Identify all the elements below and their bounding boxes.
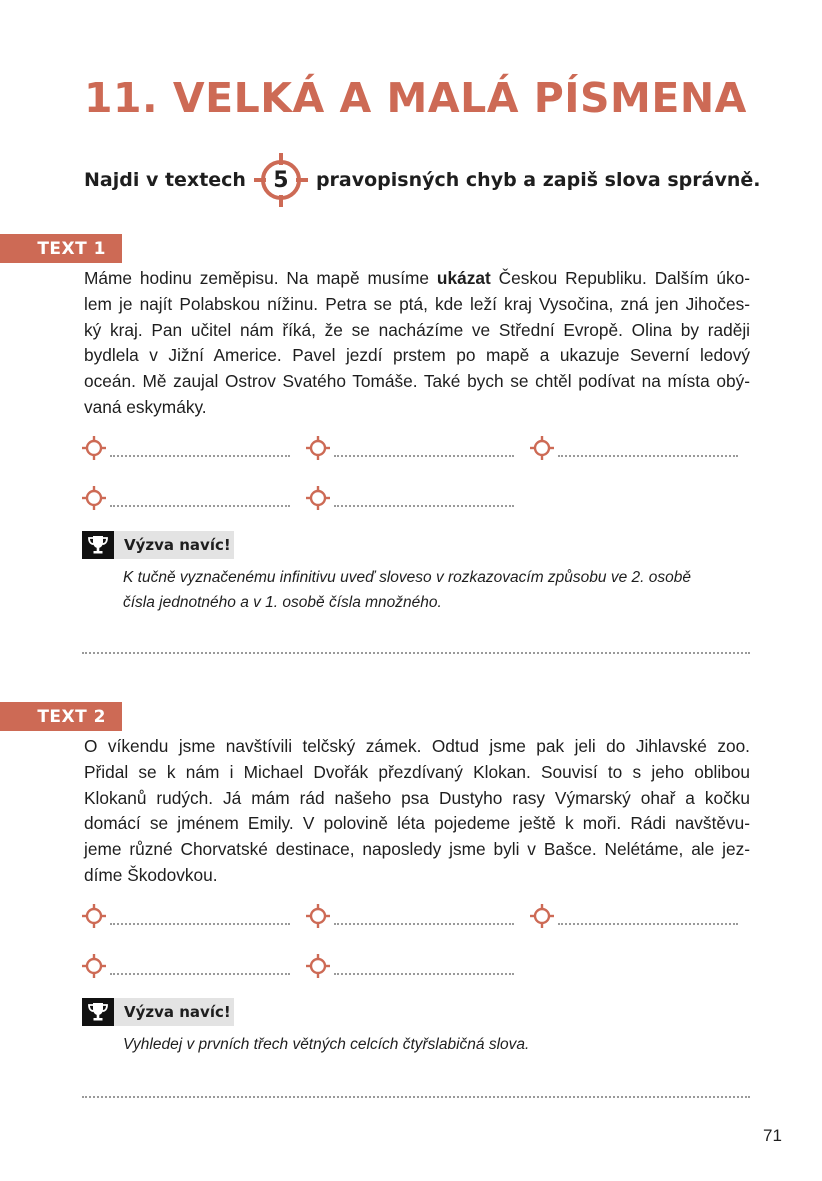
challenge-text: Vyhledej v prvních třech větných celcích čtyřslabičná slova. bbox=[123, 1036, 530, 1053]
challenge-answer-line[interactable] bbox=[82, 651, 750, 654]
target-icon bbox=[82, 436, 106, 460]
answer-slot[interactable] bbox=[530, 432, 734, 460]
challenge-text: K tučně vyznačenému infinitivu uveď sloveso v rozkazovacím způsobu ve 2. osobě čísla jednotného a v 1. osobě čísla množného. bbox=[123, 569, 691, 611]
text-2-line-4: domácí se jménem Emily. V polovině léta pojedeme ještě k moři. Rádi navštěvu- bbox=[84, 813, 750, 834]
page-title: 11. VELKÁ A MALÁ PÍSMENA bbox=[84, 74, 747, 122]
challenge-header bbox=[82, 998, 234, 1026]
text-2-line-1: O víkendu jsme navštívili telčský zámek. Odtud jsme pak jeli do Jihlavské zoo. bbox=[84, 736, 750, 756]
challenge-label: Výzva navíc! bbox=[114, 531, 234, 559]
answer-slot[interactable] bbox=[530, 900, 734, 928]
text-2-line-3: Klokanů rudých. Já mám rád našeho psa Dustyho rasy Výmarský ohař a kočku bbox=[84, 787, 750, 808]
answer-slot[interactable] bbox=[82, 950, 286, 978]
bold-infinitive: ukázat bbox=[436, 268, 491, 288]
answer-slot[interactable] bbox=[306, 432, 510, 460]
challenge-answer-line[interactable] bbox=[82, 1095, 750, 1098]
text-1-line-3: ký kraj. Pan učitel nám říká, že se nacházíme ve Střední Evropě. Olina by raději bbox=[84, 319, 750, 340]
trophy-icon bbox=[82, 998, 114, 1026]
instruction-text-after: pravopisných chyb a zapiš slova správně. bbox=[315, 169, 761, 191]
text-1-answer-row-1 bbox=[82, 432, 734, 460]
target-icon bbox=[82, 904, 106, 928]
text-1-passage bbox=[84, 266, 750, 421]
target-icon bbox=[306, 904, 330, 928]
challenge-label: Výzva navíc! bbox=[114, 998, 234, 1026]
answer-line[interactable] bbox=[110, 504, 290, 507]
instruction-text-before: Najdi v textech bbox=[84, 169, 246, 191]
text-2-line-6: díme Škodovkou. bbox=[84, 864, 218, 885]
target-icon bbox=[82, 486, 106, 510]
answer-line[interactable] bbox=[558, 922, 738, 925]
answer-line[interactable] bbox=[558, 454, 738, 457]
answer-line[interactable] bbox=[334, 922, 514, 925]
target-icon bbox=[530, 904, 554, 928]
target-icon bbox=[82, 954, 106, 978]
answer-slot[interactable] bbox=[82, 482, 286, 510]
target-icon bbox=[306, 486, 330, 510]
page-number: 71 bbox=[763, 1126, 782, 1145]
text-2-answer-row-2 bbox=[82, 950, 510, 978]
trophy-icon bbox=[82, 531, 114, 559]
challenge-header bbox=[82, 531, 234, 559]
answer-slot[interactable] bbox=[306, 900, 510, 928]
text-1-line-1: Máme hodinu zeměpisu. Na mapě musíme ukázat Českou Republiku. Dalším úko- bbox=[84, 268, 750, 288]
section-tab-text-1: TEXT 1 bbox=[0, 234, 122, 263]
answer-line[interactable] bbox=[334, 454, 514, 457]
section-tab-text-2: TEXT 2 bbox=[0, 702, 122, 731]
target-icon bbox=[306, 436, 330, 460]
error-count: 5 bbox=[273, 167, 289, 193]
answer-line[interactable] bbox=[334, 504, 514, 507]
target-count-badge bbox=[252, 151, 310, 209]
text-2-line-2: Přidal se k nám i Michael Dvořák přezdívaný Klokan. Souvisí to s jeho oblibou bbox=[84, 761, 750, 782]
answer-line[interactable] bbox=[110, 972, 290, 975]
instruction bbox=[84, 152, 764, 208]
text-1-line-5: oceán. Mě zaujal Ostrov Svatého Tomáše. Také bych se chtěl podívat na místa obý- bbox=[84, 371, 750, 392]
answer-slot[interactable] bbox=[82, 900, 286, 928]
text-2-line-5: jeme různé Chorvatské destinace, naposledy jsme byli v Bašce. Nelétáme, ale jez- bbox=[84, 839, 750, 860]
answer-slot[interactable] bbox=[306, 950, 510, 978]
answer-slot[interactable] bbox=[306, 482, 510, 510]
text-1-line-4: bydlela v Jižní Americe. Pavel jezdí prstem po mapě a ukazuje Severní ledový bbox=[84, 345, 750, 366]
answer-line[interactable] bbox=[334, 972, 514, 975]
target-icon bbox=[306, 954, 330, 978]
answer-line[interactable] bbox=[110, 454, 290, 457]
text-1-answer-row-2 bbox=[82, 482, 510, 510]
answer-slot[interactable] bbox=[82, 432, 286, 460]
answer-line[interactable] bbox=[110, 922, 290, 925]
text-1-line-6: vaná eskymáky. bbox=[84, 396, 207, 417]
text-2-answer-row-1 bbox=[82, 900, 734, 928]
text-2-passage bbox=[84, 734, 750, 889]
text-1-line-2: lem je najít Polabskou nížinu. Petra se ptá, kde leží kraj Vysočina, zná jen Jihočes- bbox=[84, 293, 750, 314]
target-icon bbox=[530, 436, 554, 460]
